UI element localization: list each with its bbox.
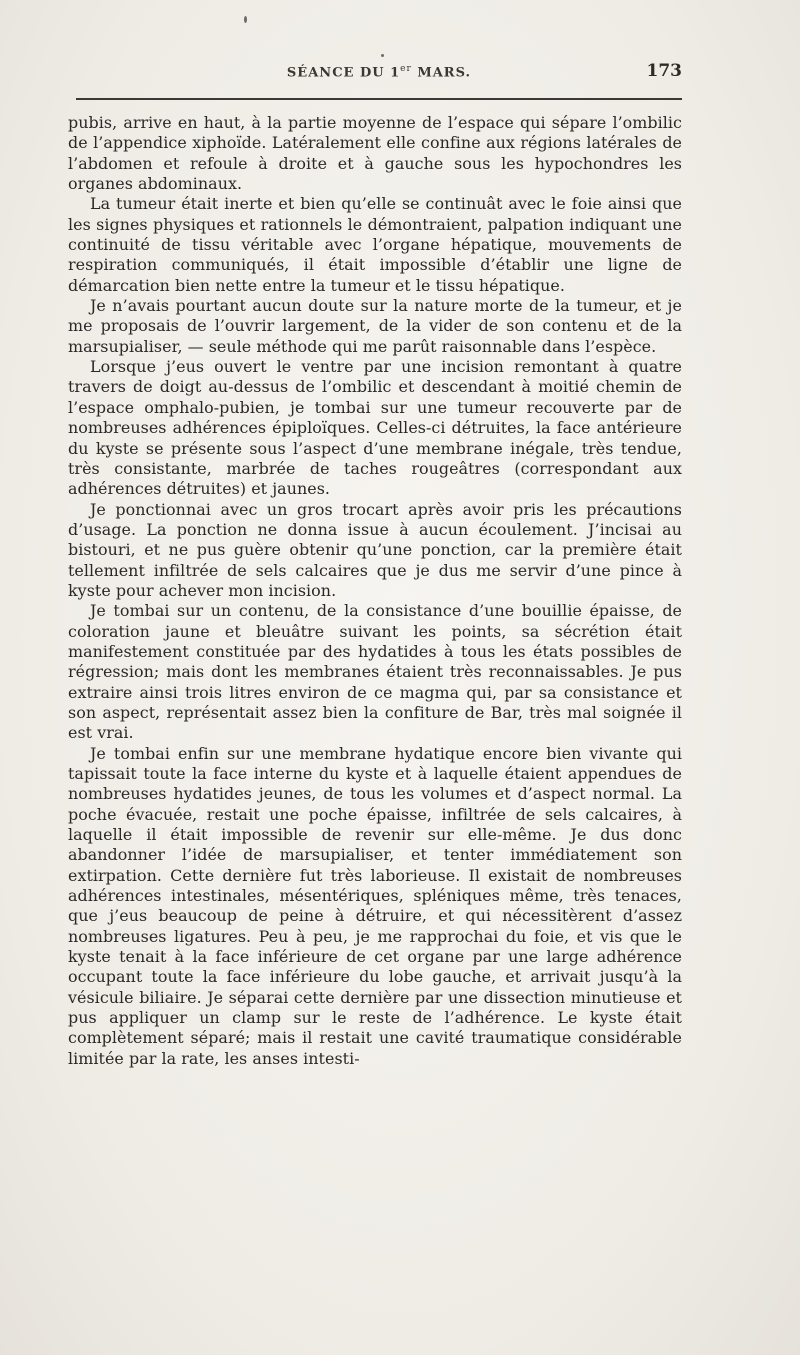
page-number: 173: [646, 61, 682, 81]
running-title-suffix: MARS.: [411, 65, 472, 81]
paragraph: Je ponctionnai avec un gros trocart après avoir pris les précautions d’usage. La ponction ne donna issue à aucun écoulement. J’incisai au bistouri, et ne pus guère obtenir qu’une ponction, car la première était tellement infiltrée de sels calcaires que je dus me servir d’une pince à kyste pour achever mon incision.: [68, 499, 682, 600]
paragraph: La tumeur était inerte et bien qu’elle se continuât avec le foie ainsi que les signes physiques et rationnels le démontraient, palpation indiquant une continuité de tissu véritable avec l’organe hépatique, mouvements de respiration communiqués, il était impossible d’établir une ligne de démarcation bien nette entre la tumeur et le tissu hépatique.: [68, 194, 682, 295]
paragraph: Je tombai sur un contenu, de la consistance d’une bouillie épaisse, de coloration jaune et bleuâtre suivant les points, sa sécrétion était manifestement constituée par des hydatides à tous les états possibles de régression; mais dont les membranes étaient très reconnaissables. Je pus extraire ainsi trois litres environ de ce magma qui, par sa consistance et son aspect, représentait assez bien la confiture de Bar, très mal soignée il est vrai.: [68, 601, 682, 743]
page-header: [76, 61, 682, 86]
paragraph: Je tombai enfin sur une membrane hydatique encore bien vivante qui tapissait toute la face interne du kyste et à laquelle étaient appendues de nombreuses hydatides jeunes, de tous les volumes et d’aspect normal. La poche évacuée, restait une poche épaisse, infiltrée de sels calcaires, à laquelle il était impossible de revenir sur elle-même. Je dus donc abandonner l’idée de marsupialiser, et tenter immédiatement son extirpation. Cette dernière fut très laborieuse. Il existait de nombreuses adhérences intestinales, mésentériques, spléniques même, très tenaces, que j’eus beaucoup de peine à détruire, et qui nécessitèrent d’assez nombreuses ligatures. Peu à peu, je me rapprochai du foie, et vis que le kyste tenait à la face inférieure de cet organe par une large adhérence occupant toute la face inférieure du lobe gauche, et arrivait jusqu’à la vésicule biliaire. Je séparai cette dernière par une dissection minutieuse et pus appliquer un clamp sur le reste de l’adhérence. Le kyste était complètement séparé; mais il restait une cavité traumatique considérable limitée par la rate, les anses intesti-: [68, 743, 682, 1068]
paragraph: Lorsque j’eus ouvert le ventre par une incision remontant à quatre travers de doigt au-dessus de l’ombilic et descendant à moitié chemin de l’espace omphalo-pubien, je tombai sur une tumeur recouverte par de nombreuses adhérences épiploïques. Celles-ci détruites, la face antérieure du kyste se présente sous l’aspect d’une membrane inégale, très tendue, très consistante, marbrée de taches rougeâtres (correspondant aux adhérences détruites) et jaunes.: [68, 357, 682, 499]
print-speck: [381, 54, 384, 57]
header-rule: [76, 98, 682, 100]
paragraph-continuation: pubis, arrive en haut, à la partie moyenne de l’espace qui sépare l’ombilic de l’appendice xiphoïde. Latéralement elle confine aux régions latérales de l’abdomen et refoule à droite et à gauche sous les hypochondres les organes abdominaux.: [68, 113, 682, 194]
paragraph: Je n’avais pourtant aucun doute sur la nature morte de la tumeur, et je me proposais de l’ouvrir largement, de la vider de son contenu et de la marsupialiser, — seule méthode qui me parût raisonnable dans l’espèce.: [68, 296, 682, 356]
running-title-superscript: er: [400, 64, 412, 74]
body-text: [68, 113, 682, 1069]
running-title: [76, 64, 682, 80]
print-speck: [244, 16, 247, 23]
running-title-prefix: SÉANCE DU 1: [286, 65, 401, 81]
